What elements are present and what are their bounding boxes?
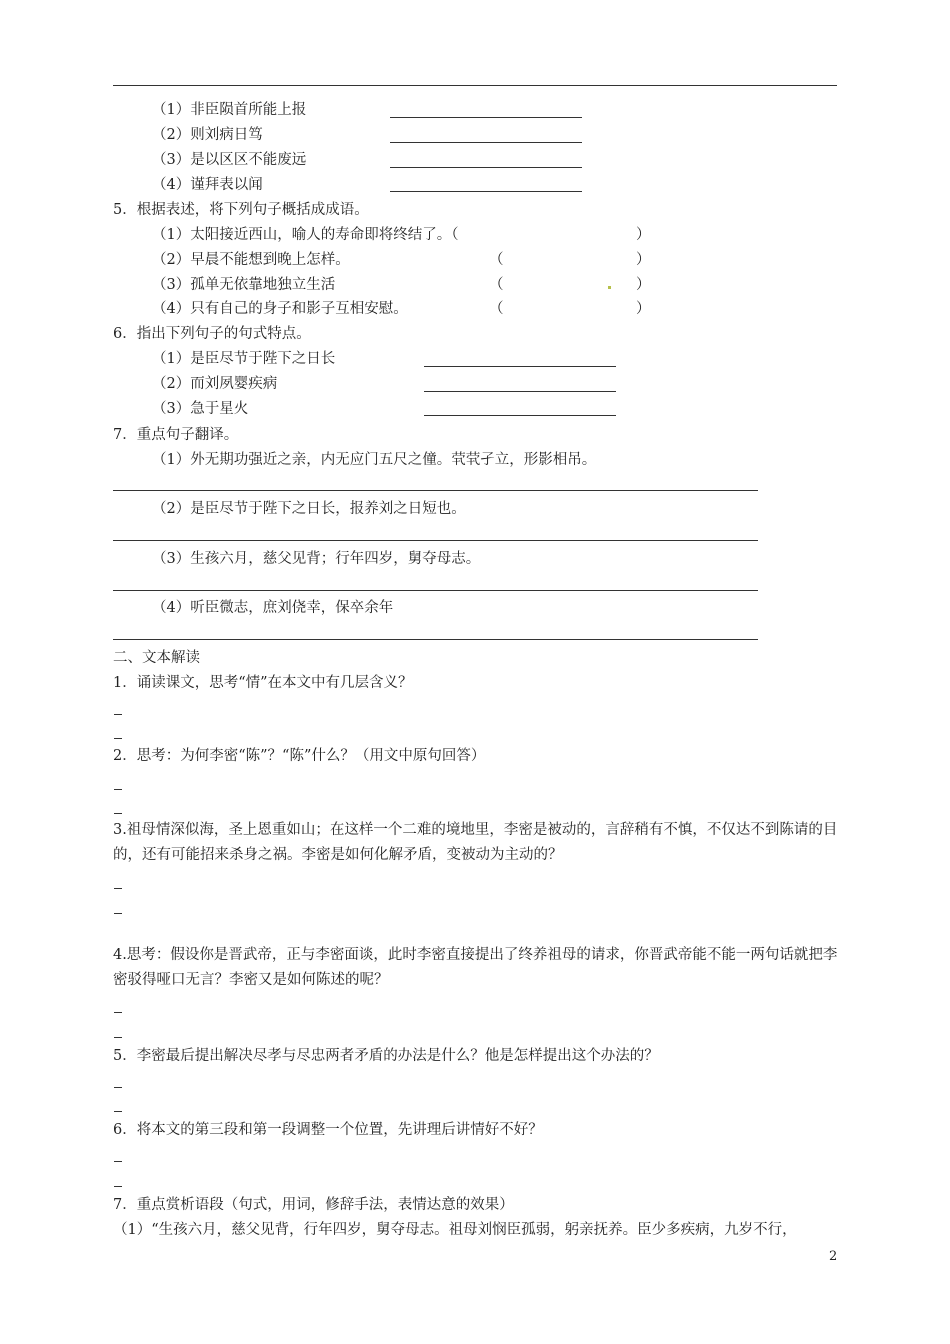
answer-line[interactable] [113,540,758,541]
answer-dash[interactable] [114,1012,122,1013]
answer-dash[interactable] [114,1186,122,1187]
s2-question-2: 2．思考：为何李密“陈”？“陈”什么？（用文中原句回答） [113,748,486,764]
q5-item-4-open: （ [489,301,504,317]
s2-question-5: 5．李密最后提出解决尽孝与尽忠两者矛盾的办法是什么？他是怎样提出这个办法的？ [113,1048,659,1064]
q4-item-3: （3）是以区区不能废远 [152,152,307,168]
answer-dash[interactable] [114,1087,122,1088]
top-rule [113,85,837,86]
q6-item-2: （2）而刘夙婴疾病 [152,376,278,392]
q5-item-3-close: ） [636,277,651,293]
answer-blank[interactable] [424,415,616,416]
q5-item-2-open: （ [489,252,504,268]
q7-item-1: （1）外无期功强近之亲，内无应门五尺之僮。茕茕孑立，形影相吊。 [152,452,597,468]
answer-dash[interactable] [114,813,122,814]
q5-item-2-close: ） [636,252,651,268]
answer-line[interactable] [113,639,758,640]
answer-dash[interactable] [114,1037,122,1038]
answer-blank[interactable] [390,167,582,168]
answer-blank[interactable] [424,391,616,392]
q7-item-4: （4）听臣微志，庶刘侥幸，保卒余年 [152,600,394,616]
q5-title: 5．根据表述，将下列句子概括成成语。 [113,202,369,218]
q5-item-1-close: ） [636,227,651,243]
q5-item-4: （4）只有自己的身子和影子互相安慰。 [152,301,408,317]
q7-title: 7．重点句子翻译。 [113,427,239,443]
answer-dash[interactable] [114,888,122,889]
s2-question-1: 1．诵读课文，思考“情”在本文中有几层含义？ [113,675,413,691]
answer-dash[interactable] [114,913,122,914]
s2-question-6: 6．将本文的第三段和第一段调整一个位置，先讲理后讲情好不好？ [113,1122,543,1138]
s2-question-7-passage-1: （1）“生孩六月，慈父见背，行年四岁，舅夺母志。祖母刘悯臣孤弱，躬亲抚养。臣少多疾病，九岁不行， [113,1222,797,1238]
q4-item-2: （2）则刘病日笃 [152,127,263,143]
q6-title: 6．指出下列句子的句式特点。 [113,326,311,342]
section-2-title: 二、文本解读 [113,650,200,666]
answer-blank[interactable] [424,366,616,367]
answer-blank[interactable] [390,191,582,192]
answer-dash[interactable] [114,714,122,715]
answer-blank[interactable] [390,117,582,118]
answer-blank[interactable] [390,142,582,143]
q5-item-4-close: ） [636,301,651,317]
speck [608,286,611,289]
answer-line[interactable] [113,490,758,491]
answer-dash[interactable] [114,1161,122,1162]
s2-question-7: 7．重点赏析语段（句式，用词，修辞手法，表情达意的效果） [113,1197,514,1213]
q4-item-4: （4）谨拜表以闻 [152,177,263,193]
q5-item-3-open: （ [489,277,504,293]
q6-item-1: （1）是臣尽节于陛下之日长 [152,351,336,367]
page-number: 2 [829,1249,838,1264]
q7-item-2: （2）是臣尽节于陛下之日长，报养刘之日短也。 [152,501,466,517]
answer-dash[interactable] [114,789,122,790]
answer-dash[interactable] [114,738,122,739]
s2-question-4: 4.思考：假设你是晋武帝，正与李密面谈，此时李密直接提出了终养祖母的请求，你晋武帝能不能一两句话就把李密驳得哑口无言？李密又是如何陈述的呢？ [113,947,838,988]
answer-line[interactable] [113,590,758,591]
q7-item-3: （3）生孩六月，慈父见背；行年四岁，舅夺母志。 [152,551,481,567]
q5-item-2: （2）早晨不能想到晚上怎样。 [152,252,350,268]
q6-item-3: （3）急于星火 [152,401,249,417]
s2-question-3: 3.祖母情深似海，圣上恩重如山；在这样一个二难的境地里，李密是被动的，言辞稍有不慎，不仅达不到陈请的目的，还有可能招来杀身之祸。李密是如何化解矛盾，变被动为主动的？ [113,822,838,863]
q5-item-1: （1）太阳接近西山，喻人的寿命即将终结了。（ [152,227,459,243]
answer-dash[interactable] [114,1111,122,1112]
q5-item-3: （3）孤单无依靠地独立生活 [152,277,336,293]
q4-item-1: （1）非臣陨首所能上报 [152,102,307,118]
